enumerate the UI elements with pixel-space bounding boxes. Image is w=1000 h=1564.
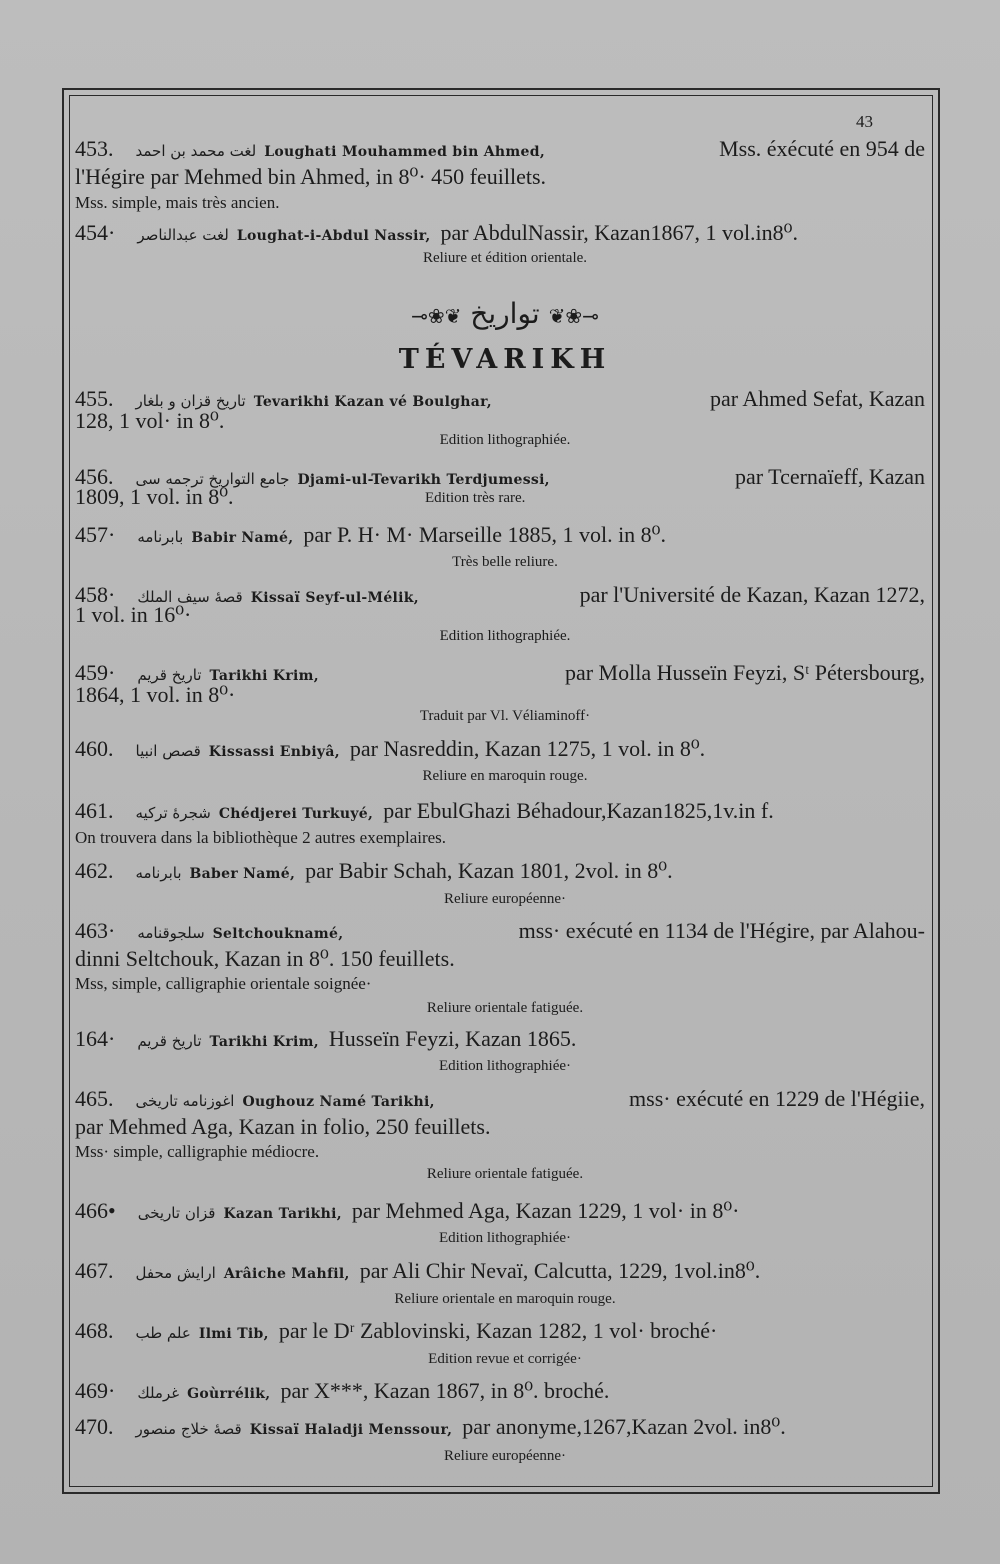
entry-title: Tarikhi Krim, (209, 1034, 319, 1050)
entry-number: 470. (75, 1414, 114, 1439)
entry-details: par Nasreddin, Kazan 1275, 1 vol. in 8⁰. (349, 736, 706, 761)
entry-469-line (75, 1378, 925, 1404)
entry-465-continuation: par Mehmed Aga, Kazan in folio, 250 feuillets. (75, 1114, 491, 1139)
entry-460-remark: Reliure en maroquin rouge. (422, 768, 588, 784)
entry-title: Baber Namé, (189, 866, 296, 882)
entry-title: Tarikhi Krim, (209, 668, 319, 684)
entry-463-remark: Reliure orientale fatiguée. (426, 1000, 584, 1016)
entry-details: par anonyme,1267,Kazan 2vol. in8⁰. (462, 1414, 786, 1439)
entry-463-note: Mss, simple, calligraphie orientale soignée· (75, 974, 372, 993)
entry-details: Mss. éxécuté en 954 de (719, 136, 925, 161)
entry-number: 460. (75, 736, 114, 761)
entry-467-remark: Reliure orientale en maroquin rouge. (394, 1291, 616, 1307)
entry-466-remark: Edition lithographiée· (438, 1230, 572, 1246)
entry-title: Tevarikhi Kazan vé Boulghar, (253, 394, 492, 410)
entry-164-line (75, 1026, 925, 1052)
entry-title: Ilmi Tib, (198, 1326, 269, 1342)
entry-arabic-title: بابرنامه (135, 864, 182, 882)
entry-number: 467. (75, 1258, 114, 1283)
entry-number: 454· (75, 220, 116, 245)
entry-title: Seltchouknamé, (212, 926, 344, 942)
entry-details: par EbulGhazi Béhadour,Kazan1825,1v.in f. (383, 798, 774, 823)
entry-number: 468. (75, 1318, 114, 1343)
entry-arabic-title: سلجوقنامه (137, 924, 205, 942)
entry-number: 469· (75, 1378, 116, 1403)
entry-title: Kissaï Haladji Menssour, (249, 1422, 453, 1438)
entry-title: Djami-ul-Tevarikh Terdjumessi, (297, 472, 550, 488)
entry-arabic-title: قزان تاريخى (137, 1204, 216, 1222)
entry-455-remark: Edition lithographiée. (439, 432, 571, 448)
entry-number: 456. (75, 464, 114, 489)
entry-454-remark: Reliure et édition orientale. (422, 250, 588, 266)
entry-number: 462. (75, 858, 114, 883)
entry-details: mss· exécuté en 1134 de l'Hégire, par Alahou- (518, 918, 925, 943)
entry-arabic-title: بابرنامه (137, 528, 184, 546)
entry-458-remark: Edition lithographiée. (439, 628, 571, 644)
ornament-right-icon: ❦❀⊸ (548, 304, 599, 328)
heading-arabic-text: تواريخ (470, 297, 540, 330)
entry-number: 465. (75, 1086, 114, 1111)
entry-number: 453. (75, 136, 114, 161)
entry-number: 457· (75, 522, 116, 547)
page-content (75, 100, 935, 1485)
entry-arabic-title: تاريخ قريم (137, 1032, 202, 1050)
entry-number: 458· (75, 582, 116, 607)
page-number: 43 (856, 112, 873, 131)
entry-456-continuation: 1809, 1 vol. in 8⁰. (75, 484, 234, 509)
entry-463-continuation: dinni Seltchouk, Kazan in 8⁰. 150 feuillets. (75, 946, 455, 971)
entry-arabic-title: قصص انبيا (135, 742, 201, 760)
entry-459-remark: Traduit par Vl. Véliaminoff· (419, 708, 591, 724)
entry-470-line (75, 1414, 925, 1440)
entry-arabic-title: تاريخ قزان و بلغار (135, 392, 246, 410)
ornament-left-icon: ⊸❀❦ (411, 304, 462, 328)
entry-453-continuation: l'Hégire par Mehmed bin Ahmed, in 8⁰· 450 feuillets. (75, 164, 547, 189)
entry-details: par Ali Chir Nevaï, Calcutta, 1229, 1vol.in8⁰. (359, 1258, 761, 1283)
entry-arabic-title: قصهٔ سيف الملك (137, 588, 243, 606)
entry-arabic-title: تاريخ قريم (137, 666, 202, 684)
entry-arabic-title: لغت عبدالناصر (137, 226, 229, 244)
entry-title: Kazan Tarikhi, (223, 1206, 342, 1222)
entry-details: par P. H· M· Marseille 1885, 1 vol. in 8⁰. (303, 522, 667, 547)
entry-arabic-title: غرملك (137, 1384, 180, 1402)
entry-details: par Mehmed Aga, Kazan 1229, 1 vol· in 8⁰· (351, 1198, 740, 1223)
section-title: TÉVARIKH (398, 344, 612, 375)
entry-details: par Babir Schah, Kazan 1801, 2vol. in 8⁰. (305, 858, 673, 883)
entry-details: par l'Université de Kazan, Kazan 1272, (579, 582, 925, 607)
entry-466-line (75, 1198, 925, 1224)
entry-details: mss· exécuté en 1229 de l'Hégiie, (629, 1086, 925, 1111)
entry-462-remark: Reliure européenne· (443, 891, 567, 907)
section-heading-arabic (75, 297, 935, 330)
entry-title: Goùrrélik, (187, 1386, 271, 1402)
entry-details: par AbdulNassir, Kazan1867, 1 vol.in8⁰. (440, 220, 798, 245)
entry-title: Loughati Mouhammed bin Ahmed, (264, 144, 545, 160)
entry-number: 461. (75, 798, 114, 823)
entry-468-remark: Edition revue et corrigée· (428, 1351, 582, 1367)
entry-number: 164· (75, 1026, 116, 1051)
entry-458-continuation: 1 vol. in 16⁰· (75, 602, 192, 627)
entry-arabic-title: قصهٔ خلاج منصور (135, 1420, 242, 1438)
entry-title: Oughouz Namé Tarikhi, (242, 1094, 435, 1110)
entry-title: Kissassi Enbiyâ, (208, 744, 340, 760)
entry-arabic-title: شجرهٔ تركيه (135, 804, 211, 822)
entry-465-remark: Reliure orientale fatiguée. (426, 1166, 584, 1182)
entry-number: 455. (75, 386, 114, 411)
entry-470-remark: Reliure européenne· (443, 1448, 567, 1464)
entry-461-note: On trouvera dans la bibliothèque 2 autres exemplaires. (75, 828, 447, 847)
entry-details: par le Dʳ Zablovinski, Kazan 1282, 1 vol· broché· (278, 1318, 718, 1343)
entry-title: Loughat-i-Abdul Nassir, (236, 228, 431, 244)
entry-number: 463· (75, 918, 116, 943)
entry-459-continuation: 1864, 1 vol. in 8⁰· (75, 682, 236, 707)
entry-453-note: Mss. simple, mais très ancien. (75, 193, 280, 212)
entry-453-line (75, 136, 925, 162)
entry-461-line (75, 798, 925, 824)
entry-number: 459· (75, 660, 116, 685)
entry-arabic-title: جامع التواريخ ترجمه سی (135, 470, 290, 488)
entry-arabic-title: ارايش محفل (135, 1264, 216, 1282)
entry-456-remark: Edition très rare. (425, 490, 526, 506)
entry-details: Husseïn Feyzi, Kazan 1865. (328, 1026, 577, 1051)
entry-462-line (75, 858, 925, 884)
entry-457-remark: Très belle reliure. (452, 554, 558, 570)
entry-468-line (75, 1318, 925, 1344)
entry-details: par X***, Kazan 1867, in 8⁰. broché. (280, 1378, 610, 1403)
entry-164-remark: Edition lithographiée· (438, 1058, 572, 1074)
entry-details: par Tcernaïeff, Kazan (734, 464, 925, 489)
entry-465-note: Mss· simple, calligraphie médiocre. (75, 1142, 320, 1161)
entry-title: Arâiche Mahfil, (223, 1266, 350, 1282)
entry-454-line (75, 220, 925, 246)
entry-arabic-title: لغت محمد بن احمد (135, 142, 257, 160)
entry-455-continuation: 128, 1 vol· in 8⁰. (75, 408, 225, 433)
entry-arabic-title: علم طب (135, 1324, 191, 1342)
entry-title: Kissaï Seyf-ul-Mélik, (250, 590, 419, 606)
entry-460-line (75, 736, 925, 762)
entry-number: 466• (75, 1198, 116, 1223)
entry-arabic-title: اغوزنامه تاريخى (135, 1092, 235, 1110)
entry-title: Chédjerei Turkuyé, (218, 806, 374, 822)
entry-463-line (75, 918, 925, 944)
entry-title: Babir Namé, (191, 530, 294, 546)
entry-details: par Molla Husseïn Feyzi, Sᵗ Pétersbourg, (564, 660, 925, 685)
entry-details: par Ahmed Sefat, Kazan (709, 386, 925, 411)
entry-467-line (75, 1258, 925, 1284)
entry-457-line (75, 522, 925, 548)
entry-465-line (75, 1086, 925, 1112)
